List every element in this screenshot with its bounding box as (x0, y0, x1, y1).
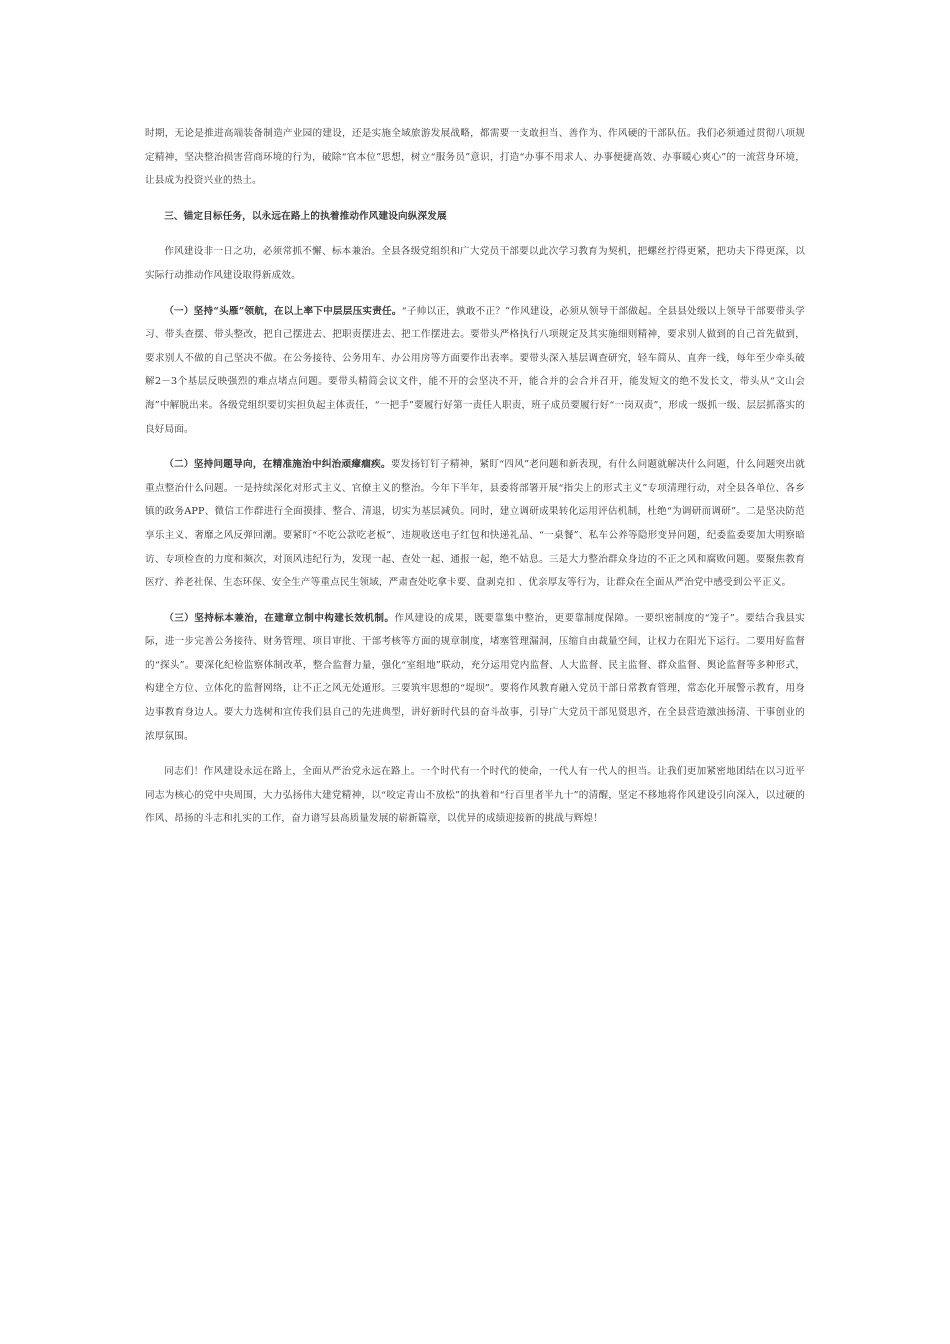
paragraph-4-body: 要发扬钉钉子精神，紧盯“四风”老问题和新表现，有什么问题就解决什么问题，什么问题突出就重点整治什么问题。一是持续深化对形式主义、官僚主义的整治。今年下半年，县委将部署开展“指尖上的形式主义”专项清理行动，对全县各单位、各乡镇的政务APP、微信工作群进行全面摸排、整合、清退，切实为基层减负。同时，建立调研成果转化运用评估机制，杜绝“为调研而调研”。二是坚决防范享乐主义、奢靡之风反弹回潮。要紧盯“不吃公款吃老板”、违规收送电子红包和快递礼品、“一桌餐”、私车公养等隐形变异问题，纪委监委要加大明察暗访、专项检查的力度和频次，对顶风违纪行为，发现一起、查处一起、通报一起，绝不姑息。三是大力整治群众身边的不正之风和腐败问题。要聚焦教育医疗、养老社保、生态环保、安全生产等重点民生领域，严肃查处吃拿卡要、盘剥克扣 、优亲厚友等行为，让群众在全面从严治党中感受到公平正义。 (145, 459, 805, 589)
paragraph-5-body: 作风建设的成果，既要靠集中整治，更要靠制度保障。一要织密制度的“笼子”。要结合我县实际，进一步完善公务接待、财务管理、项目审批、干部考核等方面的规章制度，堵塞管理漏洞，压缩自由裁量空间，让权力在阳光下运行。二要用好监督的“探头”。要深化纪检监察体制改革，整合监督力量，强化“室组地”联动，充分运用党内监督、人大监督、民主监督、群众监督、舆论监督等多种形式，构建全方位、立体化的监督网络，让不正之风无处遁形。三要筑牢思想的“堤坝”。要将作风教育融入党员干部日常教育管理，常态化开展警示教育，用身边事教育身边人。要大力选树和宣传我们县自己的先进典型，讲好新时代县的奋斗故事，引导广大党员干部见贤思齐，在全县营造激浊扬清、干事创业的浓厚氛围。 (145, 612, 806, 742)
paragraph-5 (145, 607, 805, 749)
paragraph-4 (145, 453, 805, 595)
paragraph-3-body: “子帅以正，孰敢不正？”作风建设，必须从领导干部做起。全县县处级以上领导干部要带头学习、带头查摆、带头整改，把自己摆进去、把职责摆进去、把工作摆进去。要带头严格执行八项规定及其实施细则精神，要求别人做到的自己首先做到，要求别人不做的自己坚决不做。在公务接待、公务用车、办公用房等方面要作出表率。要带头深入基层调查研究，轻车简从、直奔一线，每年至少牵头破解2－3个基层反映强烈的难点堵点问题。要带头精简会议文件，能不开的会坚决不开，能合并的会合并召开，能发短文的绝不发长文，带头从“文山会海”中解脱出来。各级党组织要切实担负起主体责任，“一把手”要履行好第一责任人职责，班子成员要履行好“一岗双责”，形成一级抓一级、层层抓落实的良好局面。 (145, 305, 805, 435)
paragraph-1: 时期，无论是推进高端装备制造产业园的建设，还是实施全域旅游发展战略，都需要一支敢担当、善作为、作风硬的干部队伍。我们必须通过贯彻八项规定精神，坚决整治损害营商环境的行为，破除“官本位”思想，树立“服务员”意识，打造“办事不用求人、办事便捷高效、办事暖心爽心”的一流营身环境，让县成为投资兴业的热土。 (145, 128, 805, 187)
section-heading-3: 三、锚定目标任务，以永远在路上的执着推动作风建设向纵深发展 (164, 210, 447, 222)
subheading-2: （二）坚持问题导向，在精准施治中纠治顽瘴痼疾。 (164, 459, 391, 471)
paragraph-2: 作风建设非一日之功，必须常抓不懈、标本兼治。全县各级党组织和广大党员干部要以此次学习教育为契机，把螺丝拧得更紧，把功夫下得更深，以实际行动推动作风建设取得新成效。 (145, 246, 805, 281)
paragraph-6: 同志们！作风建设永远在路上，全面从严治党永远在路上。一个时代有一个时代的使命，一代人有一代人的担当。让我们更加紧密地团结在以习近平同志为核心的党中央周围，大力弘扬伟大建党精神，以“咬定青山不放松”的执着和“行百里者半九十”的清醒，坚定不移地将作风建设引向深入，以过硬的作风、昂扬的斗志和扎实的工作，奋力谱写县高质量发展的崭新篇章，以优异的成绩迎接新的挑战与辉煌！ (145, 766, 805, 825)
document-body (145, 122, 805, 831)
subheading-1: （一）坚持“头雁”领航，在以上率下中层层压实责任。 (164, 305, 402, 317)
paragraph-3 (145, 300, 805, 442)
subheading-3: （三）坚持标本兼治，在建章立制中构建长效机制。 (164, 612, 395, 624)
